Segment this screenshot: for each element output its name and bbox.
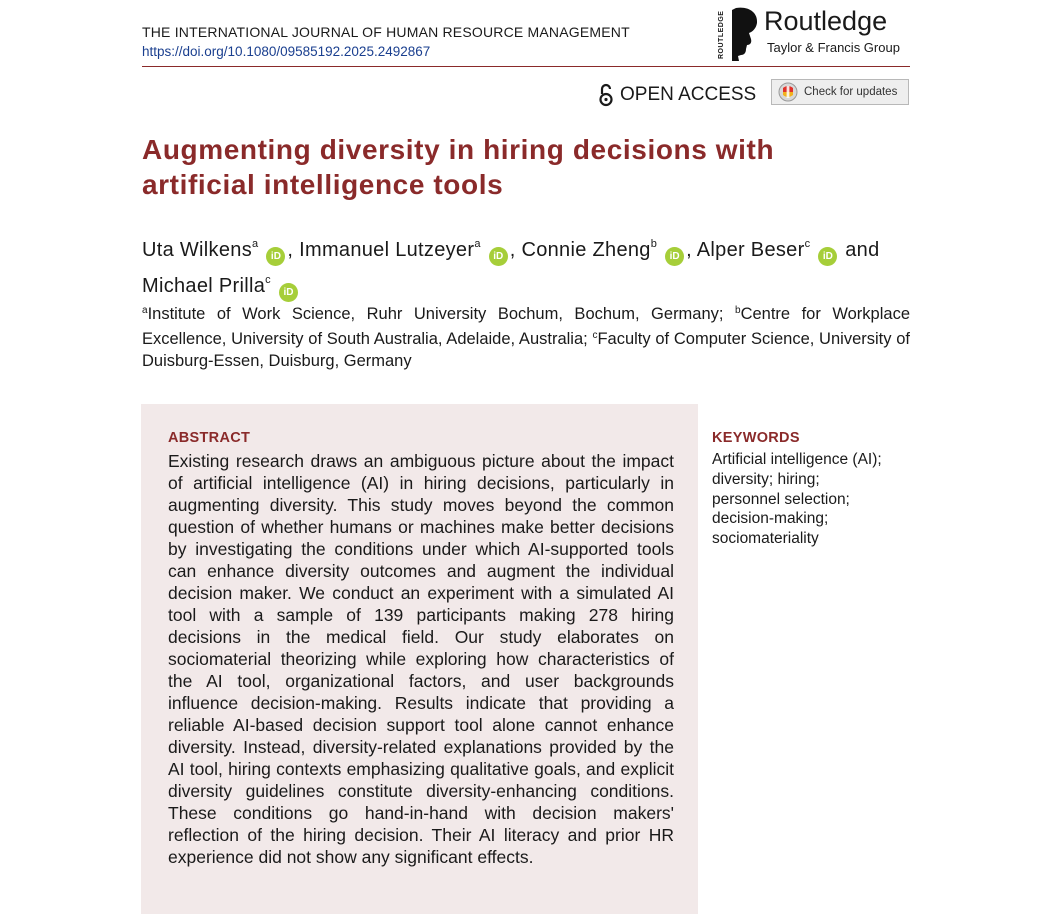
- author-name: Connie Zheng: [521, 239, 651, 261]
- doi-link[interactable]: https://doi.org/10.1080/09585192.2025.2492867: [142, 44, 431, 59]
- publisher-head-icon: [730, 6, 760, 62]
- orcid-icon[interactable]: iD: [266, 247, 285, 266]
- open-access-label: OPEN ACCESS: [620, 84, 757, 105]
- affiliation-mark: c: [804, 238, 811, 250]
- affiliation-mark: a: [474, 238, 481, 250]
- author-2: [299, 239, 510, 261]
- journal-name: THE INTERNATIONAL JOURNAL OF HUMAN RESOURCE MANAGEMENT: [142, 24, 630, 40]
- affiliation-mark: b: [735, 305, 741, 316]
- publisher-vertical-text: ROUTLEDGE: [718, 10, 725, 60]
- abstract-text: Existing research draws an ambiguous picture about the impact of artificial intelligence (AI) in hiring decisions, particularly in augmenting diversity. This study moves beyond the common question of whether humans or machines make better decisions by investigating the conditions under which AI-supported tools can enhance diversity outcomes and augment the individual decision maker. We conduct an experiment with a simulated AI tool with a sample of 139 participants making 278 hiring decisions in the medical field. Our study elaborates on sociomaterial theorizing while exploring how characteristics of the AI tool, organizational factors, and user backgrounds influence decision-making. Results indicate that providing a reliable AI-based decision support tool alone cannot enhance diversity. Instead, diversity-related explanations provided by the AI tool, hiring contexts emphasizing qualitative goals, and explicit diversity guidelines constitute diversity-enhancing conditions. These conditions go hand-in-hand with decision makers' reflection of the hiring decision. Their AI literacy and prior HR experience did not show any significant effects.: [168, 451, 674, 867]
- keyword-item: decision-making;: [712, 510, 829, 528]
- affiliation-mark: c: [592, 330, 598, 341]
- author-separator: ,: [287, 239, 300, 261]
- author-name: Immanuel Lutzeyer: [299, 239, 475, 261]
- keyword-item: sociomateriality: [712, 530, 819, 548]
- crossmark-icon: [778, 82, 798, 102]
- keywords-list: [712, 450, 912, 549]
- author-name: Uta Wilkens: [142, 239, 252, 261]
- article-title: Augmenting diversity in hiring decisions with artificial intelligence tools: [142, 134, 775, 200]
- author-separator: ,: [686, 239, 697, 261]
- open-lock-icon: [598, 83, 614, 107]
- affiliation-text: Centre for Workplace Excellence, University of South Australia, Adelaide, Australia;: [142, 305, 910, 348]
- author-separator: ,: [509, 239, 522, 261]
- affiliations: [142, 300, 910, 372]
- author-list: [142, 230, 912, 302]
- author-5: [142, 275, 300, 297]
- affiliation-mark: c: [265, 274, 271, 286]
- keywords-heading: KEYWORDS: [712, 430, 800, 446]
- author-1: [142, 239, 287, 261]
- affiliation-mark: a: [142, 305, 148, 316]
- abstract-heading: ABSTRACT: [168, 430, 251, 446]
- open-access-badge: [598, 82, 756, 108]
- orcid-icon[interactable]: iD: [489, 247, 508, 266]
- orcid-icon[interactable]: iD: [818, 247, 837, 266]
- author-name: Alper Beser: [696, 239, 805, 261]
- keyword-item: personnel selection;: [712, 490, 850, 508]
- affiliation-mark: a: [252, 238, 259, 250]
- keyword-item: diversity; hiring;: [712, 470, 820, 488]
- author-4: [697, 239, 840, 261]
- author-name: Michael Prilla: [142, 275, 266, 297]
- affiliation-text: Faculty of Computer Science, University of Duisburg-Essen, Duisburg, Germany: [142, 330, 910, 370]
- affiliation-mark: b: [650, 238, 658, 250]
- publisher-group: Taylor & Francis Group: [767, 40, 900, 55]
- affiliation-text: Institute of Work Science, Ruhr University Bochum, Bochum, Germany;: [147, 305, 735, 323]
- header-divider: [142, 66, 910, 67]
- routledge-logo: [718, 4, 918, 62]
- publisher-name: Routledge: [764, 6, 888, 36]
- check-for-updates-label: Check for updates: [804, 86, 898, 98]
- keyword-item: Artificial intelligence (AI);: [712, 451, 882, 468]
- author-3: [521, 239, 686, 261]
- check-for-updates-button[interactable]: [771, 79, 909, 105]
- author-separator: and: [839, 239, 880, 261]
- orcid-icon[interactable]: iD: [665, 247, 684, 266]
- orcid-icon[interactable]: iD: [279, 283, 298, 302]
